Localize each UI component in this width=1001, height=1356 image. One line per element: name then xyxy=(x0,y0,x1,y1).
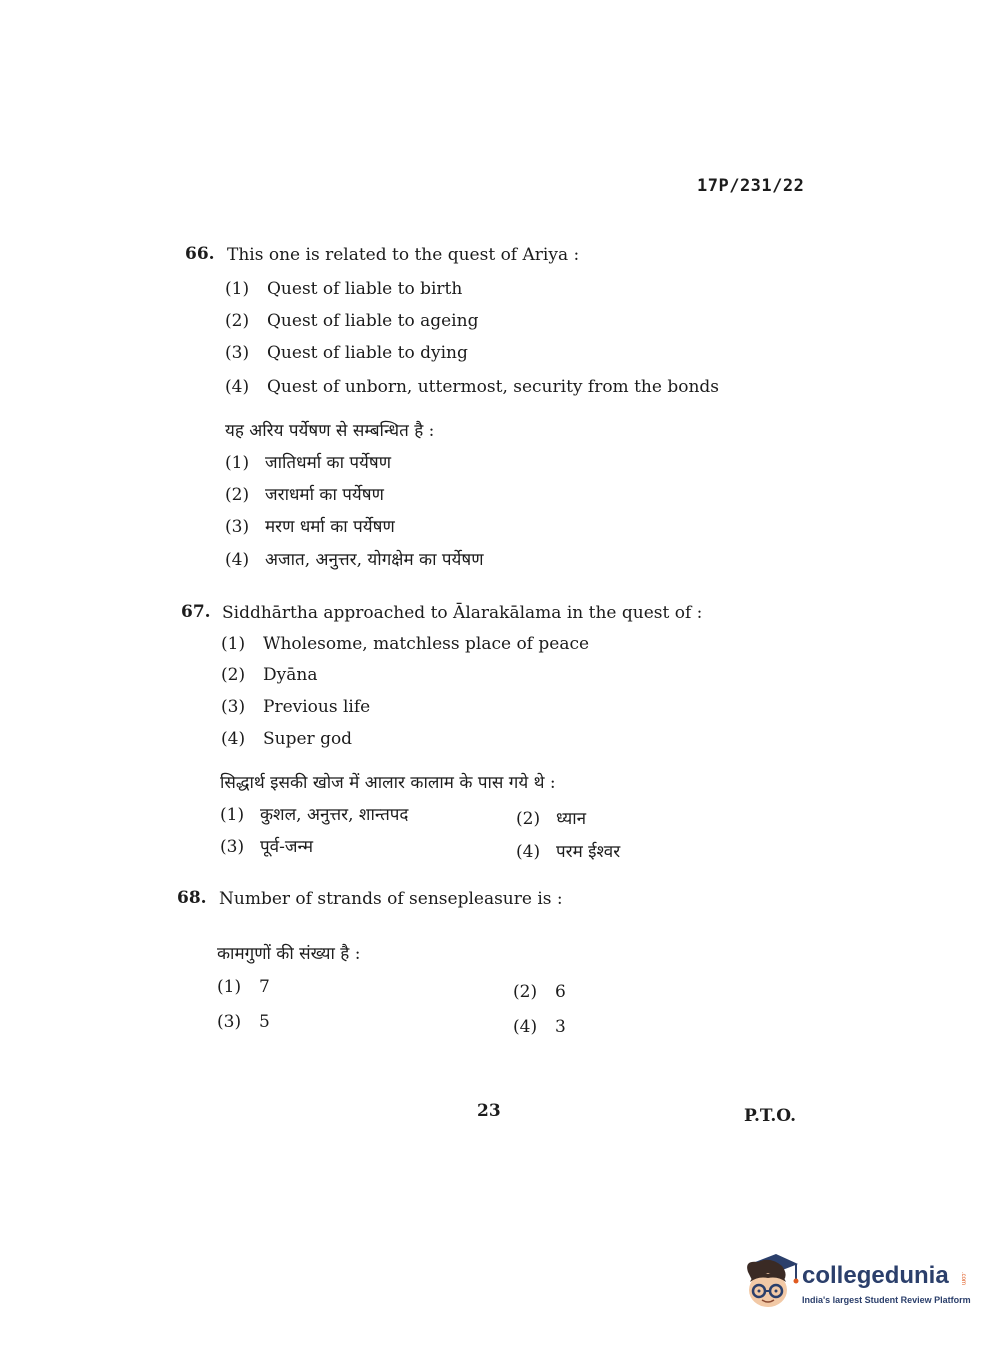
q66-option-1 xyxy=(225,279,462,299)
q66-option-4 xyxy=(225,377,719,397)
option-number: (4) xyxy=(513,1017,538,1037)
option-number: (3) xyxy=(220,837,245,857)
logo-brand-text: collegedunia xyxy=(802,1262,949,1289)
q67-option-4 xyxy=(221,729,352,749)
option-number: (4) xyxy=(516,842,541,862)
option-text: 6 xyxy=(555,982,566,1002)
question-68-number: 68. xyxy=(177,888,207,908)
option-text: 7 xyxy=(259,977,270,997)
q67-hindi-option-4 xyxy=(516,839,620,862)
page-number: 23 xyxy=(477,1101,501,1121)
option-number: (2) xyxy=(516,809,541,829)
question-66-text: This one is related to the quest of Ariya : xyxy=(227,245,580,265)
option-text: कुशल, अनुत्तर, शान्तपद xyxy=(260,805,409,825)
option-text: Quest of liable to ageing xyxy=(267,311,479,331)
option-text: Dyāna xyxy=(263,665,318,685)
option-number: (1) xyxy=(221,634,246,654)
q67-option-3 xyxy=(221,697,370,717)
pto-label: P.T.O. xyxy=(744,1106,796,1126)
option-text: पूर्व-जन्म xyxy=(260,837,314,857)
q68-option-2 xyxy=(513,982,566,1002)
option-number: (3) xyxy=(225,517,250,537)
option-number: (3) xyxy=(217,1012,242,1032)
q68-option-4 xyxy=(513,1017,566,1037)
option-text: अजात, अनुत्तर, योगक्षेम का पर्येषण xyxy=(265,550,484,570)
q67-hindi-option-1 xyxy=(220,802,408,825)
q67-option-2 xyxy=(221,665,317,685)
option-text: जातिधर्मा का पर्येषण xyxy=(265,453,392,473)
option-number: (2) xyxy=(225,485,250,505)
logo-suffix-text: .com xyxy=(960,1272,966,1286)
question-67-number: 67. xyxy=(181,602,211,622)
question-68-hindi-text: कामगुणों की संख्या है : xyxy=(217,944,361,964)
option-text: जराधर्मा का पर्येषण xyxy=(265,485,384,505)
option-number: (4) xyxy=(221,729,246,749)
mascot-icon xyxy=(742,1250,800,1312)
option-number: (2) xyxy=(513,982,538,1002)
q67-hindi-option-2 xyxy=(516,806,586,829)
q66-hindi-option-3 xyxy=(225,514,395,537)
option-number: (1) xyxy=(225,453,250,473)
q66-hindi-option-1 xyxy=(225,450,391,473)
option-number: (3) xyxy=(221,697,246,717)
option-text: 3 xyxy=(555,1017,566,1037)
collegedunia-logo xyxy=(742,1250,972,1320)
option-text: Quest of liable to birth xyxy=(267,279,463,299)
option-text: Quest of unborn, uttermost, security from the bonds xyxy=(267,377,720,397)
option-number: (2) xyxy=(225,311,250,331)
question-66-hindi-text: यह अरिय पर्येषण से सम्बन्धित है : xyxy=(225,421,435,441)
option-number: (1) xyxy=(220,805,245,825)
q68-option-3 xyxy=(217,1012,270,1032)
option-number: (4) xyxy=(225,377,250,397)
option-text: 5 xyxy=(259,1012,270,1032)
option-text: मरण धर्मा का पर्येषण xyxy=(265,517,395,537)
question-66-number: 66. xyxy=(185,244,215,264)
option-text: Super god xyxy=(263,729,353,749)
q68-option-1 xyxy=(217,977,270,997)
option-number: (3) xyxy=(225,343,250,363)
option-number: (4) xyxy=(225,550,250,570)
paper-code: 17P/231/22 xyxy=(697,176,805,196)
question-68-text: Number of strands of sensepleasure is : xyxy=(219,889,563,909)
option-text: Previous life xyxy=(263,697,371,717)
q67-hindi-option-3 xyxy=(220,834,313,857)
q66-hindi-option-4 xyxy=(225,547,484,570)
q66-option-2 xyxy=(225,311,478,331)
q67-option-1 xyxy=(221,634,589,654)
logo-tagline: India's largest Student Review Platform xyxy=(802,1295,971,1305)
q66-option-3 xyxy=(225,343,468,363)
option-number: (2) xyxy=(221,665,246,685)
option-text: परम ईश्वर xyxy=(556,842,621,862)
q66-hindi-option-2 xyxy=(225,482,384,505)
option-text: Wholesome, matchless place of peace xyxy=(263,634,590,654)
option-number: (1) xyxy=(225,279,250,299)
question-67-text: Siddhārtha approached to Ālarakālama in the quest of : xyxy=(222,603,703,623)
question-67-hindi-text: सिद्धार्थ इसकी खोज में आलार कालाम के पास गये थे : xyxy=(220,773,556,793)
option-text: Quest of liable to dying xyxy=(267,343,468,363)
option-text: ध्यान xyxy=(556,809,587,829)
option-number: (1) xyxy=(217,977,242,997)
